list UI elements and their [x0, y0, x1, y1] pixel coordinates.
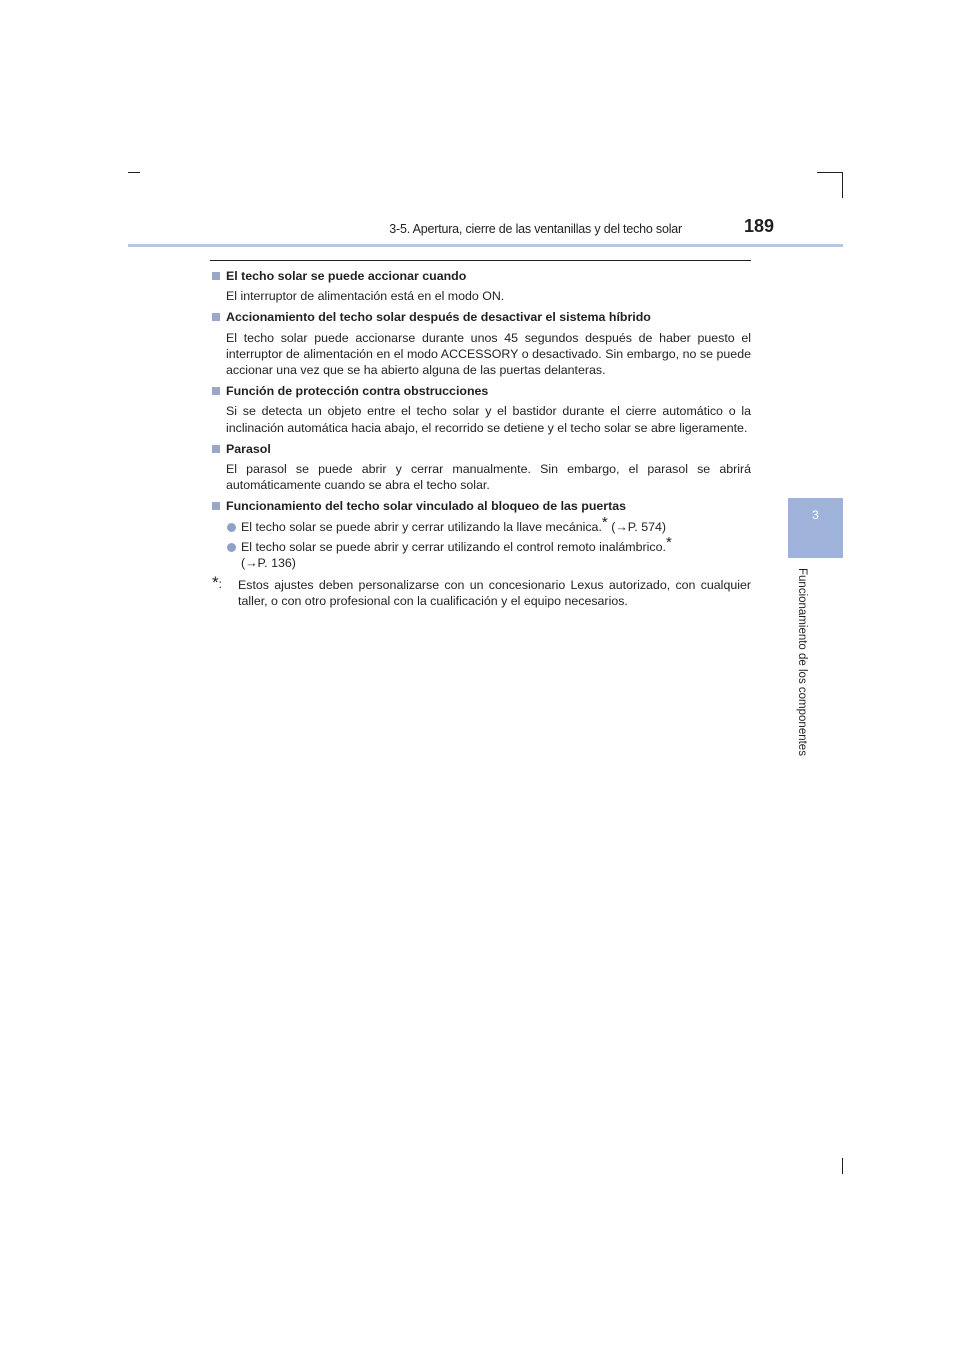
asterisk-mark: * — [665, 533, 672, 551]
circle-bullet-icon — [227, 543, 236, 552]
page-reference-link[interactable]: (→P. 574) — [611, 519, 667, 534]
section — [210, 268, 751, 304]
circle-bullet-icon — [227, 523, 236, 532]
list-item: El techo solar se puede abrir y cerrar utilizando la llave mecánica.* (→P. 574) — [210, 519, 751, 535]
section-title: Funcionamiento del techo solar vinculado al bloqueo de las puertas — [210, 498, 751, 514]
section-title: El techo solar se puede accionar cuando — [210, 268, 751, 284]
chapter-tab-number: 3 — [812, 508, 819, 522]
section-text: El techo solar puede accionarse durante unos 45 segundos después de haber puesto el interruptor de alimentación en el modo ACCESSORY o desactivado. Sin embargo, no se puede accionar una vez que se ha abierto alguna de las puertas delanteras. — [226, 330, 751, 378]
footnote-text: Estos ajustes deben personalizarse con un concesionario Lexus autorizado, con cualquier taller, o con otro profesional con la cualificación y el equipo necesarios. — [238, 578, 751, 609]
section-text: El interruptor de alimentación está en el modo ON. — [226, 289, 505, 304]
section-title: Función de protección contra obstrucciones — [210, 383, 751, 399]
crop-mark-top-right-h — [817, 172, 842, 173]
square-bullet-icon — [212, 313, 220, 321]
square-bullet-icon — [212, 387, 220, 395]
footnote-mark: *: — [212, 573, 222, 593]
section-text: El parasol se puede abrir y cerrar manualmente. Sin embargo, el parasol se abrirá automáticamente cuando se abra el techo solar. — [226, 462, 751, 493]
content — [210, 268, 751, 610]
chapter-tab — [788, 498, 843, 558]
square-bullet-icon — [212, 445, 220, 453]
square-bullet-icon — [212, 502, 220, 510]
chapter-side-label: Funcionamiento de los componentes — [796, 568, 808, 756]
crop-mark-bottom-right — [842, 1158, 843, 1174]
section-text: Si se detecta un objeto entre el techo solar y el bastidor durante el cierre automático o la inclinación automática hacia abajo, el recorrido se detiene y el techo solar se abre ligeramente. — [226, 404, 751, 435]
section — [210, 309, 751, 378]
page-reference-link[interactable]: (→P. 136) — [241, 556, 296, 571]
section — [210, 441, 751, 494]
section — [210, 383, 751, 436]
section-title: Accionamiento del techo solar después de desactivar el sistema híbrido — [210, 309, 751, 325]
header-rule — [128, 244, 843, 247]
asterisk-mark: * — [601, 513, 608, 531]
footnote — [210, 573, 751, 609]
content-rule — [210, 260, 751, 261]
list-item: El techo solar se puede abrir y cerrar utilizando el control remoto inalámbrico.* (→P. 136) — [210, 539, 751, 571]
chapter-title: 3-5. Apertura, cierre de las ventanillas y del techo solar — [389, 222, 682, 236]
section — [210, 498, 751, 571]
crop-mark-top-right-v — [842, 172, 843, 198]
page-number: 189 — [743, 216, 774, 236]
section-title: Parasol — [210, 441, 751, 457]
square-bullet-icon — [212, 272, 220, 280]
crop-mark-top-left — [128, 172, 140, 173]
